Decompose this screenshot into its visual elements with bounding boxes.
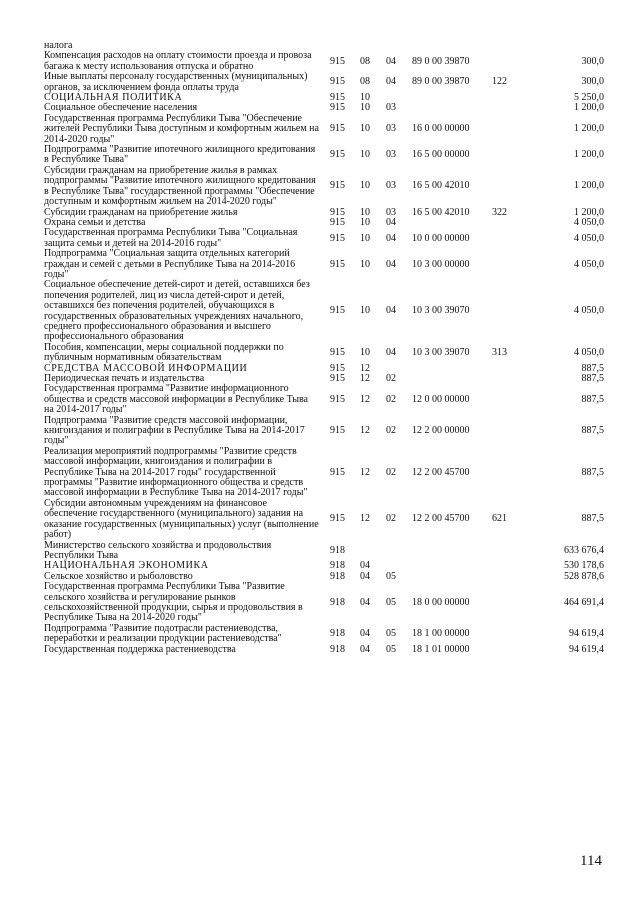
row-expense-type xyxy=(488,582,522,624)
row-subsection-code xyxy=(382,41,408,51)
row-ved-code: 918 xyxy=(330,596,345,608)
table-row xyxy=(44,645,604,655)
row-subsection-code: 04 xyxy=(386,305,396,317)
row-ved-code: 915 xyxy=(330,92,345,104)
row-name: Периодическая печать и издательства xyxy=(44,373,205,384)
row-target-article: 18 1 00 00000 xyxy=(412,627,470,639)
row-expense-type xyxy=(488,416,522,447)
row-name: Государственная поддержка растениеводства xyxy=(44,643,236,655)
row-name: Подпрограмма "Социальная защита отдельных категорий граждан и семей с детьми в Республике Тыва на 2014-2016 годы" xyxy=(44,248,296,280)
row-section-code: 10 xyxy=(360,206,370,218)
row-section-code: 10 xyxy=(360,92,370,104)
row-name: Пособия, компенсации, меры социальной поддержки по публичным нормативным обязательствам xyxy=(44,341,284,364)
row-expense-type xyxy=(488,228,522,249)
row-expense-type xyxy=(488,374,522,384)
row-amount: 4 050,0 xyxy=(574,305,604,317)
row-section-code: 04 xyxy=(360,560,370,572)
row-amount: 887,5 xyxy=(581,373,604,384)
table-row xyxy=(44,541,604,562)
row-amount: 300,0 xyxy=(581,55,604,67)
row-target-article: 12 2 00 00000 xyxy=(412,425,470,437)
row-section-code: 12 xyxy=(360,513,370,525)
row-ved-code: 915 xyxy=(330,373,345,384)
row-name: Иные выплаты персоналу государственных (муниципальных) органов, за исключением фонда оплаты труда xyxy=(44,71,308,93)
row-amount: 4 050,0 xyxy=(574,216,604,228)
table-row xyxy=(44,416,604,447)
row-section-code: 08 xyxy=(360,55,370,67)
row-expense-type xyxy=(488,447,522,499)
row-subsection-code: 03 xyxy=(386,180,396,192)
row-target-article xyxy=(408,218,488,228)
row-section-code: 12 xyxy=(360,425,370,437)
row-amount: 887,5 xyxy=(581,466,604,478)
row-subsection-code: 04 xyxy=(386,216,396,228)
row-subsection-code: 03 xyxy=(386,102,396,114)
row-section-code: 10 xyxy=(360,149,370,161)
row-expense-type xyxy=(488,384,522,415)
row-ved-code: 915 xyxy=(330,305,345,317)
row-section-code: 12 xyxy=(360,373,370,384)
row-ved-code xyxy=(326,41,356,51)
row-subsection-code: 02 xyxy=(386,373,396,384)
row-expense-type xyxy=(488,280,522,342)
row-expense-type: 322 xyxy=(492,206,507,218)
row-subsection-code: 03 xyxy=(386,123,396,135)
row-ved-code: 918 xyxy=(330,643,345,655)
table-row xyxy=(44,51,604,72)
row-amount: 887,5 xyxy=(581,513,604,525)
row-amount: 633 676,4 xyxy=(564,544,604,556)
row-target-article xyxy=(408,561,488,571)
row-name: Сельское хозяйство и рыболовство xyxy=(44,570,193,582)
row-section-code xyxy=(356,41,382,51)
row-name: Подпрограмма "Развитие подотрасли растениеводства, переработки и реализации продукции растениеводства" xyxy=(44,622,282,645)
row-amount: 530 178,6 xyxy=(564,560,604,572)
row-expense-type xyxy=(488,364,522,374)
row-name: Компенсация расходов на оплату стоимости проезда и провоза багажа к месту использования отпуска и обратно xyxy=(44,50,312,72)
row-subsection-code: 05 xyxy=(386,627,396,639)
row-expense-type xyxy=(488,114,522,145)
row-ved-code: 915 xyxy=(330,346,345,358)
row-expense-type xyxy=(488,561,522,571)
row-subsection-code: 05 xyxy=(386,643,396,655)
row-ved-code: 915 xyxy=(330,393,345,405)
row-ved-code: 915 xyxy=(330,425,345,437)
row-section-code: 10 xyxy=(360,102,370,114)
row-name: Социальное обеспечение населения xyxy=(44,102,198,114)
row-target-article: 16 5 00 42010 xyxy=(412,180,470,192)
row-expense-type xyxy=(488,166,522,208)
table-row xyxy=(44,114,604,145)
row-name: Подпрограмма "Развитие ипотечного жилищного кредитования в Республике Тыва" xyxy=(44,144,316,166)
row-target-article: 10 3 00 39070 xyxy=(412,346,470,358)
row-section-code: 04 xyxy=(360,643,370,655)
row-amount: 300,0 xyxy=(581,76,604,88)
row-expense-type xyxy=(488,41,522,51)
row-section-code: 12 xyxy=(360,362,370,374)
row-amount: 887,5 xyxy=(581,393,604,405)
table-row xyxy=(44,280,604,342)
row-amount xyxy=(522,41,604,51)
row-expense-type xyxy=(488,541,522,562)
row-expense-type xyxy=(488,572,522,582)
row-name: Государственная программа Республики Тыва "Социальная защита семьи и детей на 2014-2016 годы" xyxy=(44,227,298,249)
row-expense-type xyxy=(488,103,522,113)
row-subsection-code: 04 xyxy=(386,232,396,244)
row-name: Субсидии гражданам на приобретение жилья xyxy=(44,206,238,218)
row-amount: 1 200,0 xyxy=(574,123,604,135)
row-ved-code: 918 xyxy=(330,560,345,572)
table-row xyxy=(44,624,604,645)
row-ved-code: 915 xyxy=(330,216,345,228)
row-amount: 887,5 xyxy=(581,425,604,437)
row-ved-code: 915 xyxy=(330,362,345,374)
row-amount: 4 050,0 xyxy=(574,258,604,270)
row-name: НАЦИОНАЛЬНАЯ ЭКОНОМИКА xyxy=(44,560,209,572)
row-section-code: 04 xyxy=(360,570,370,582)
table-row xyxy=(44,72,604,93)
row-target-article: 10 0 00 00000 xyxy=(412,232,470,244)
row-section-code: 04 xyxy=(360,627,370,639)
row-amount: 1 200,0 xyxy=(574,180,604,192)
row-name: Субсидии гражданам на приобретение жилья в рамках подпрограммы "Развитие ипотечного жилищного кредитования в Республике Тыва" государственной программы "Обеспечение доступным и комфортным жильем на 2014-2020 годы" xyxy=(44,164,316,208)
row-amount: 4 050,0 xyxy=(574,232,604,244)
row-target-article: 16 5 00 00000 xyxy=(412,149,470,161)
row-amount: 1 200,0 xyxy=(574,149,604,161)
row-target-article xyxy=(408,41,488,51)
row-target-article xyxy=(408,103,488,113)
row-amount: 464 691,4 xyxy=(564,596,604,608)
table-row xyxy=(44,228,604,249)
row-section-code: 10 xyxy=(360,180,370,192)
row-ved-code: 915 xyxy=(330,102,345,114)
row-expense-type xyxy=(488,249,522,280)
table-row xyxy=(44,145,604,166)
row-expense-type: 313 xyxy=(492,346,507,358)
row-ved-code: 915 xyxy=(330,466,345,478)
row-subsection-code: 04 xyxy=(386,346,396,358)
row-ved-code: 915 xyxy=(330,55,345,67)
row-name: СОЦИАЛЬНАЯ ПОЛИТИКА xyxy=(44,92,183,104)
row-target-article xyxy=(408,364,488,374)
row-ved-code: 915 xyxy=(330,206,345,218)
row-target-article: 18 0 00 00000 xyxy=(412,596,470,608)
row-subsection-code: 03 xyxy=(386,149,396,161)
table-row xyxy=(44,499,604,541)
row-target-article xyxy=(408,572,488,582)
row-target-article xyxy=(408,374,488,384)
row-target-article: 10 3 00 39070 xyxy=(412,305,470,317)
row-amount: 94 619,4 xyxy=(569,643,604,655)
row-target-article: 16 0 00 00000 xyxy=(412,123,470,135)
row-name: Государственная программа Республики Тыва "Обеспечение жителей Республики Тыва доступным и комфортным жильем на 2014-2020 годы" xyxy=(44,112,319,145)
row-section-code: 10 xyxy=(360,258,370,270)
row-target-article: 10 3 00 00000 xyxy=(412,258,470,270)
row-target-article: 16 5 00 42010 xyxy=(412,206,470,218)
budget-table xyxy=(44,41,604,655)
row-ved-code: 915 xyxy=(330,258,345,270)
row-expense-type xyxy=(488,93,522,103)
row-expense-type xyxy=(488,624,522,645)
row-subsection-code: 02 xyxy=(386,393,396,405)
row-amount: 1 200,0 xyxy=(574,206,604,218)
row-subsection-code: 05 xyxy=(386,596,396,608)
row-target-article xyxy=(408,541,488,562)
row-section-code xyxy=(356,541,382,562)
row-amount: 4 050,0 xyxy=(574,346,604,358)
row-target-article xyxy=(408,93,488,103)
row-amount: 1 200,0 xyxy=(574,102,604,114)
table-body xyxy=(44,41,604,655)
row-ved-code: 915 xyxy=(330,232,345,244)
row-name: СРЕДСТВА МАССОВОЙ ИНФОРМАЦИИ xyxy=(44,362,248,374)
row-section-code: 10 xyxy=(360,305,370,317)
table-row xyxy=(44,384,604,415)
row-amount: 887,5 xyxy=(581,362,604,374)
row-name: Социальное обеспечение детей-сирот и детей, оставшихся без попечения родителей, лиц из числа детей-сирот и детей, оставшихся без попечения родителей, обучающихся в государственных образовательных учреждениях начального, среднего профессионального образования и высшего профессионального образования xyxy=(44,279,310,343)
table-row xyxy=(44,343,604,364)
row-ved-code: 918 xyxy=(330,627,345,639)
row-expense-type xyxy=(488,145,522,166)
table-row xyxy=(44,582,604,624)
row-target-article: 12 2 00 45700 xyxy=(412,513,470,525)
row-amount: 94 619,4 xyxy=(569,627,604,639)
row-ved-code: 915 xyxy=(330,180,345,192)
row-expense-type xyxy=(488,51,522,72)
row-subsection-code: 04 xyxy=(386,55,396,67)
row-expense-type: 122 xyxy=(492,76,507,88)
table-row xyxy=(44,166,604,208)
row-subsection-code: 03 xyxy=(386,206,396,218)
row-ved-code: 915 xyxy=(330,149,345,161)
row-target-article: 12 0 00 00000 xyxy=(412,393,470,405)
row-subsection-code: 02 xyxy=(386,513,396,525)
row-name: Субсидии автономным учреждениям на финансовое обеспечение государственного (муниципального) задания на оказание государственных (муниципальных) услуг (выполнение работ) xyxy=(44,497,319,541)
row-section-code: 04 xyxy=(360,596,370,608)
row-target-article: 18 1 01 00000 xyxy=(412,643,470,655)
row-expense-type: 621 xyxy=(492,513,507,525)
row-section-code: 10 xyxy=(360,232,370,244)
row-subsection-code: 04 xyxy=(386,76,396,88)
table-row xyxy=(44,447,604,499)
row-name: Министерство сельского хозяйства и продовольствия Республики Тыва xyxy=(44,539,272,561)
row-subsection-code: 02 xyxy=(386,425,396,437)
row-name: Подпрограмма "Развитие средств массовой информации, книгоиздания и полиграфии в Республике Тыва на 2014-2017 годы" xyxy=(44,414,305,447)
row-subsection-code: 02 xyxy=(386,466,396,478)
row-section-code: 12 xyxy=(360,393,370,405)
row-expense-type xyxy=(488,645,522,655)
row-amount: 5 250,0 xyxy=(574,92,604,104)
row-subsection-code: 04 xyxy=(386,258,396,270)
row-section-code: 08 xyxy=(360,76,370,88)
row-ved-code: 915 xyxy=(330,123,345,135)
row-target-article: 12 2 00 45700 xyxy=(412,466,470,478)
row-section-code: 10 xyxy=(360,346,370,358)
row-ved-code: 915 xyxy=(330,513,345,525)
row-subsection-code: 05 xyxy=(386,570,396,582)
row-target-article: 89 0 00 39870 xyxy=(412,76,470,88)
row-expense-type xyxy=(488,218,522,228)
row-amount: 528 878,6 xyxy=(564,570,604,582)
row-name: Охрана семьи и детства xyxy=(44,216,146,228)
row-ved-code: 918 xyxy=(330,544,345,556)
row-name: налога xyxy=(44,40,73,51)
row-ved-code: 915 xyxy=(330,76,345,88)
row-section-code: 10 xyxy=(360,123,370,135)
row-name: Государственная программа Республики Тыва "Развитие сельского хозяйства и регулирование рынков сельскохозяйственной продукции, сырья и продовольствия в Республике Тыва на 2014-2020 годы" xyxy=(44,581,303,624)
page-number: 114 xyxy=(580,853,602,869)
row-name: Государственная программа "Развитие информационного общества и средств массовой информации в Республике Тыва на 2014-2017 годы" xyxy=(44,383,308,416)
row-section-code: 12 xyxy=(360,466,370,478)
table-row xyxy=(44,249,604,280)
row-section-code: 10 xyxy=(360,216,370,228)
row-ved-code: 918 xyxy=(330,570,345,582)
row-target-article: 89 0 00 39870 xyxy=(412,55,470,67)
row-subsection-code xyxy=(382,541,408,562)
row-name: Реализация мероприятий подпрограммы "Развитие средств массовой информации, книгоиздания и полиграфии в Республике Тыва на 2014-2017 годы" государственной программы "Развитие информационного общества и средств массовой информации в Республике Тыва на 2014-2017 годы" xyxy=(44,445,308,499)
